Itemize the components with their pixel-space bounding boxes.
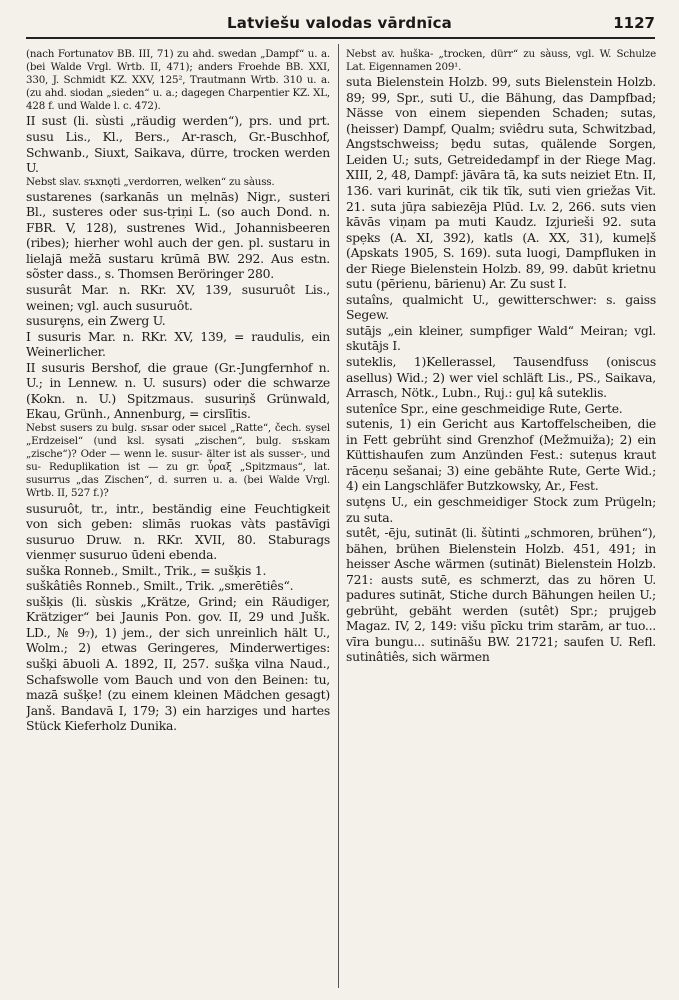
- column-divider: [338, 44, 339, 988]
- left-column: [26, 48, 330, 992]
- dictionary-entry: Nebst slav. sъхnǫti „verdorren, welken“ zu sàuss.: [26, 175, 275, 188]
- dictionary-entry: Nebst susers zu bulg. sъsar oder sысel „Ratte“, čech. sysel „Erdzeisel“ (und ksl. sysati „zischen“, bulg. sъskam „zische“)? Oder — wenn le. susur- älter ist als susser-, und su- Reduplikation ist — zu gr. ὗραξ „Spitzmaus“, lat. susurrus „das Zischen“, d. surren u. a. (bei Walde Vrgl. Wrtb. II, 527 f.)?: [26, 421, 330, 500]
- dictionary-entry: susuruôt, tr., intr., beständig eine Feuchtigkeit von sich geben: slimās ruokas vàts pastāvīgi susuruo Druw. n. RKr. XVII, 80. Staburags vienmẹr susuruo ūdeni ebenda.: [26, 500, 330, 563]
- right-column: [346, 48, 656, 992]
- dictionary-entry: suškâtiês Ronneb., Smilt., Trik. „smerētiês“.: [26, 578, 294, 594]
- dictionary-entry: sutenis, 1) ein Gericht aus Kartoffelscheiben, die in Fett gebrüht sind Grenzhof (Mežmuiža); 2) ein Küttishaufen zum Anzünden Fest.: suteņus kraut rāceņu sešanai; 3) eine gebähte Rute, Gerte Wid.; 4) ein Langschläfer Butzkowsky, Ar., Fest.: [346, 416, 656, 494]
- page-header-title: Latviešu valodas vārdnīca: [227, 14, 452, 32]
- dictionary-entry: sutȩns U., ein geschmeidiger Stock zum Prügeln; zu suta.: [346, 493, 656, 525]
- dictionary-entry: II susuris Bershof, die graue (Gr.-Jungfernhof n. U.; in Lennew. n. U. susurs) oder die schwarze (Kokn. n. U.) Spitzmaus. susuriņš Grünwald, Ekau, Grünh., Annenburg, = cirslītis.: [26, 359, 330, 422]
- dictionary-entry: Nebst av. huška- „trocken, dürr“ zu sàuss, vgl. W. Schulze Lat. Eigennamen 209¹.: [346, 48, 656, 74]
- dictionary-entry: suška Ronneb., Smilt., Trik., = sušķis 1.: [26, 562, 267, 578]
- dictionary-entry: suta Bielenstein Holzb. 99, suts Bielenstein Holzb. 89; 99, Spr., suti U., die Bähung, das Dampfbad; Nässe von einem siependen Schaden; sutas, (heisser) Dampf, Qualm; sviêdru suta, Schwitzbad, Angstschweiss; bẹdu sutas, quälende Sorgen, Leiden U.; suts, Getreidedampf in der Riege Mag. XIII, 2, 48, Dampf: jāvāra tā, ka suts neiziet Etn. II, 136. vari kurināt, cik tik tīk, suti vien griežas Vit. 21. suta jūŗa sabiezēja Plūd. Lv. 2, 266. suts vien kāvās viņam pa muti Kaudz. Izjurieši 92. suta spẹks (A. XI, 392), katls (A. XX, 31), kumeļš (Apskats 1905, S. 169). suta luogi, Dampfluken in der Riege Bielenstein Holzb. 89, 99. dabūt krietnu sutu (pērienu, bārienu) Ar. Zu sust I.: [346, 74, 656, 292]
- dictionary-entry: (nach Fortunatov BB. III, 71) zu ahd. swedan „Dampf“ u. a. (bei Walde Vrgl. Wrtb. II, 471); anders Froehde BB. XXI, 330, J. Schmidt KZ. XXV, 125², Trautmann Wrtb. 310 u. a. (zu ahd. siodan „sieden“ u. a.; dagegen Charpentier KZ. XL, 428 f. und Walde l. c. 472).: [26, 48, 330, 113]
- dictionary-entry: sutājs „ein kleiner, sumpfiger Wald“ Meiran; vgl. skutājs I.: [346, 322, 656, 354]
- dictionary-entry: sutenîce Spr., eine geschmeidige Rute, Gerte.: [346, 400, 623, 416]
- page-number: 1127: [613, 14, 655, 32]
- dictionary-entry: sustarenes (sarkanās un mẹlnās) Nigr., susteri Bl., susteres oder sus-tr̦iņi L. (so auch Dond. n. FBR. V, 128), sustrenes Wid., Johannisbeeren (ribes); hierher wohl auch der gen. pl. sustaru in lielajā mežā sustaru krūmā BW. 292. Aus estn. sõster dass., s. Thomsen Beröringer 280.: [26, 188, 330, 282]
- dictionary-entry: susurȩns, ein Zwerg U.: [26, 313, 166, 329]
- header-rule: [26, 37, 655, 39]
- dictionary-entry: susurât Mar. n. RKr. XV, 139, susuruôt Lis., weinen; vgl. auch susuruôt.: [26, 282, 330, 313]
- dictionary-entry: sutêt, -ēju, sutināt (li. šùtinti „schmoren, brühen“), bähen, brühen Bielenstein Holzb. 451, 491; in heisser Asche wärmen (sutināt) Bielenstein Holzb. 721: austs sutē, es schmerzt, das zu hören U. padures sutināt, Stiche durch Bähungen heilen U.; gebrüht, gebäht werden (sutêt) Spr.; prujgeb Magaz. IV, 2, 149: višu pīcku trim starām, ar tuo... vīra bungu... sutināšu BW. 21721; saufen U. Refl. sutinâtiês, sich wärmen: [346, 525, 656, 665]
- dictionary-entry: suteklis, 1)Kellerassel, Tausendfuss (oniscus asellus) Wid.; 2) wer viel schläft Lis., PS., Saikava, Arrasch, Nötk., Lubn., Ruj.: guļ kâ suteklis.: [346, 354, 656, 401]
- dictionary-entry: I susuris Mar. n. RKr. XV, 139, = raudulis, ein Weinerlicher.: [26, 328, 330, 360]
- dictionary-entry: sušķis (li. sùskis „Krätze, Grind; ein Räudiger, Krätziger“ bei Jaunis Pon. gov. II, 29 und Jušk. LD., № 9₇), 1) jem., der sich unreinlich hält U., Wolm.; 2) etwas Geringeres, Minderwertiges: sušķi ābuoli A. 1892, II, 257. sušķa vilna Naud., Schafswolle vom Bauch und von den Beinen: tu, mazā sušķe! (zu einem kleinen Mädchen gesagt) Janš. Bandavā I, 179; 3) ein harziges und hartes Stück Kieferholz Dunika.: [26, 593, 330, 734]
- dictionary-entry: sutaîns, qualmicht U., gewitterschwer: s. gaiss Segew.: [346, 291, 656, 323]
- dictionary-entry: II sust (li. sùsti „räudig werden“), prs. und prt. susu Lis., Kl., Bers., Ar-rasch, Gr.-Buschhof, Schwanb., Siuxt, Saikava, dürre, trocken werden U.: [26, 113, 330, 176]
